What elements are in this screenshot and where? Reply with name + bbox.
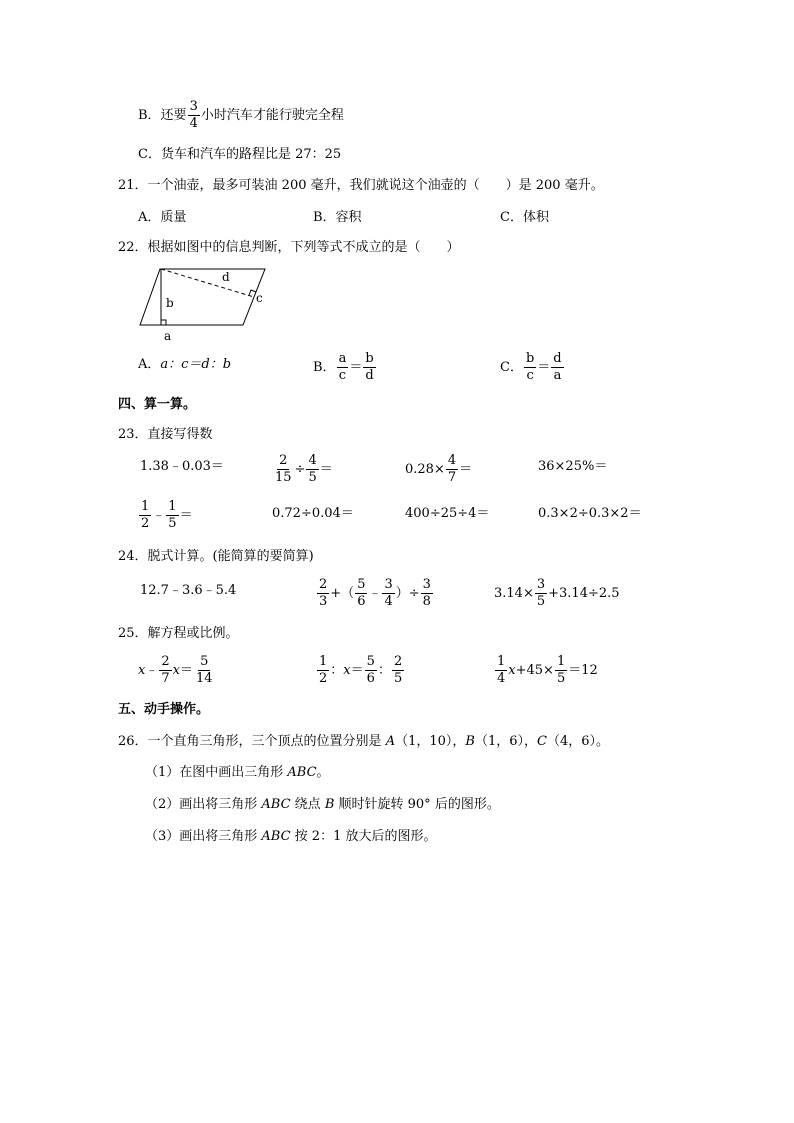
fraction-denominator: 2 [141, 515, 150, 531]
fraction-denominator: 8 [422, 593, 431, 609]
operator: ﹣ [368, 585, 382, 601]
expression-suffix: +3.14÷2.5 [548, 585, 620, 601]
fraction-denominator: c [526, 367, 534, 383]
section-5-heading: 五、动手操作。 [118, 702, 210, 717]
q21-option-c[interactable]: C．体积 [500, 210, 549, 225]
option-a-expression: a：c＝d：b [160, 357, 232, 372]
option-prefix: C． [500, 359, 523, 375]
fraction-denominator: 7 [161, 670, 170, 686]
point-b-coord: （1，6）， [474, 734, 538, 749]
fraction-numerator: d [553, 351, 562, 366]
q25-stem: 25．解方程或比例。 [118, 626, 239, 641]
q22-option-a[interactable] [138, 358, 231, 371]
fraction-numerator: 3 [536, 577, 546, 592]
fraction-denominator: a [553, 367, 562, 383]
subquestion-text: 顺时针旋转 90° 后的图形。 [334, 797, 500, 812]
equals-sign: ＝ [349, 359, 363, 375]
q24-expr-1: 12.7﹣3.6﹣5.4 [140, 583, 237, 598]
fraction-denominator: 6 [357, 593, 366, 609]
operator: ﹣ [145, 662, 159, 678]
q21-stem: 21．一个油壶，最多可装油 200 毫升，我们就说这个油壶的（ ）是 200 毫升。 [118, 178, 604, 193]
fraction-denominator: 4 [384, 593, 393, 609]
fraction-denominator: c [338, 367, 347, 383]
equals-sign: ＝ [350, 662, 364, 678]
q20-option-b-suffix: 小时汽车才能行驶完全程 [200, 107, 344, 123]
fraction-numerator: 2 [393, 654, 403, 669]
fraction [524, 352, 536, 382]
fraction [273, 454, 294, 484]
fraction-denominator: 5 [393, 670, 403, 686]
subquestion-text: 。 [316, 765, 330, 780]
q24-expr-3 [494, 578, 620, 608]
subquestion-text: 按 2：1 放大后的图形。 [290, 829, 437, 844]
section-4-heading: 四、算一算。 [118, 397, 197, 412]
fraction-numerator: 3 [422, 577, 431, 592]
fraction-numerator: b [365, 351, 374, 366]
q23-expr-5 [138, 500, 193, 530]
q26-subquestion-2 [145, 798, 500, 811]
q20-option-b-fraction [188, 100, 200, 130]
fraction [555, 655, 567, 685]
fraction-denominator: 5 [308, 469, 317, 485]
point-a-coord: （1，10）， [395, 734, 466, 749]
fraction-denominator: 2 [319, 670, 328, 686]
fraction [306, 454, 318, 484]
fraction-denominator: 7 [447, 469, 457, 485]
q25-expr-1 [138, 655, 216, 685]
triangle-abc-label: ABC [287, 765, 317, 780]
variable-x: x [508, 662, 516, 678]
operator: +（ [330, 585, 355, 601]
label-b: b [166, 296, 174, 310]
fraction-numerator: 5 [357, 577, 366, 592]
triangle-abc-label: ABC [261, 829, 291, 844]
fraction-numerator: 1 [319, 654, 328, 669]
subquestion-text: （3）画出将三角形 [145, 829, 262, 844]
equals-sign: ＝ [179, 507, 193, 523]
variable-x: x [138, 662, 146, 678]
operator: ÷ [294, 461, 306, 477]
fraction [421, 578, 433, 608]
q20-option-b-prefix: B．还要 [138, 107, 187, 123]
fraction [317, 578, 329, 608]
q22-parallelogram-figure [130, 260, 280, 348]
fraction [392, 655, 404, 685]
q23-expr-1: 1.38﹣0.03＝ [140, 459, 224, 474]
variable-x: x [343, 662, 351, 678]
label-d: d [222, 270, 230, 284]
operator: ﹣ [152, 507, 166, 523]
parallelogram-shape [140, 269, 265, 325]
fraction [317, 655, 329, 685]
q25-expr-2 [316, 655, 405, 685]
variable-x: x [172, 662, 180, 678]
point-c-coord: （4，6）。 [546, 734, 610, 749]
label-a: a [164, 329, 172, 343]
fraction [139, 500, 151, 530]
fraction-numerator: 5 [200, 654, 209, 669]
q23-expr-3 [405, 454, 472, 484]
fraction-numerator: 4 [308, 453, 317, 468]
q26-stem-text: 26．一个直角三角形，三个顶点的位置分别是 [118, 734, 386, 749]
subquestion-text: （2）画出将三角形 [145, 797, 262, 812]
fraction [159, 655, 171, 685]
fraction [446, 454, 458, 484]
fraction [166, 500, 178, 530]
fraction-numerator: 2 [161, 654, 170, 669]
ratio-colon: ： [330, 662, 344, 678]
q23-expr-8: 0.3×2÷0.3×2＝ [538, 506, 642, 521]
fraction-numerator: 3 [189, 99, 198, 114]
q21-option-b[interactable]: B．容积 [313, 210, 362, 225]
fraction [535, 578, 547, 608]
equals-sign: ＝ [459, 461, 473, 477]
fraction [495, 655, 507, 685]
q24-stem: 24．脱式计算。(能简算的要简算) [118, 549, 314, 564]
q23-expr-7: 400÷25÷4＝ [405, 506, 490, 521]
q26-subquestion-3 [145, 830, 437, 843]
fraction-denominator: 4 [497, 670, 506, 686]
height-d-dashed-line [161, 269, 254, 297]
fraction-denominator: 5 [556, 670, 566, 686]
fraction-numerator: 1 [497, 654, 506, 669]
point-b-label: B [465, 734, 475, 749]
equals-sign: ＝ [179, 662, 193, 678]
q22-stem: 22．根据如图中的信息判断，下列等式不成立的是（ ） [118, 240, 460, 255]
q26-subquestion-1 [145, 766, 330, 779]
q20-option-b[interactable] [138, 100, 344, 130]
fraction [337, 352, 349, 382]
q21-option-a[interactable]: A．质量 [138, 210, 187, 225]
q22-option-b[interactable] [313, 352, 377, 382]
point-c-label: C [537, 734, 547, 749]
fraction-numerator: 1 [556, 654, 566, 669]
q20-option-c[interactable]: C．货车和汽车的路程比是 27：25 [138, 147, 342, 162]
equals-sign: ＝ [537, 359, 551, 375]
expression-prefix: 0.28× [405, 461, 445, 477]
q23-expr-2 [272, 454, 333, 484]
option-prefix: A． [138, 357, 161, 372]
fraction [194, 655, 215, 685]
point-a-label: A [385, 734, 396, 749]
q24-expr-2 [316, 578, 434, 608]
fraction-numerator: 2 [319, 577, 328, 592]
fraction [382, 578, 394, 608]
fraction-numerator: 3 [384, 577, 393, 592]
fraction-numerator: 1 [141, 499, 150, 514]
q25-expr-3 [494, 655, 598, 685]
expression-prefix: 3.14× [494, 585, 534, 601]
ratio-colon: ： [377, 662, 391, 678]
fraction-denominator: 3 [319, 593, 328, 609]
q23-expr-4: 36×25%＝ [538, 459, 608, 474]
option-prefix: B． [313, 359, 336, 375]
equals-sign: ＝12 [568, 662, 598, 678]
operator: ）÷ [395, 585, 420, 601]
fraction-numerator: 2 [279, 453, 288, 468]
fraction-numerator: 1 [168, 499, 177, 514]
operator: +45× [515, 662, 554, 678]
fraction-numerator: a [338, 351, 347, 366]
equals-sign: ＝ [319, 461, 333, 477]
point-b-label: B [324, 797, 335, 812]
fraction-denominator: 5 [168, 515, 177, 531]
q26-stem [118, 735, 609, 748]
fraction-numerator: 4 [447, 453, 457, 468]
fraction-denominator: d [365, 367, 374, 383]
fraction [551, 352, 563, 382]
fraction [363, 352, 375, 382]
fraction-numerator: 5 [366, 654, 375, 669]
q22-option-c[interactable] [500, 352, 565, 382]
fraction-numerator: b [525, 351, 535, 366]
subquestion-text: 绕点 [290, 797, 325, 812]
q23-expr-6: 0.72÷0.04＝ [272, 506, 354, 521]
fraction-denominator: 14 [196, 670, 213, 686]
triangle-abc-label: ABC [261, 797, 291, 812]
fraction [365, 655, 377, 685]
fraction-denominator: 6 [366, 670, 375, 686]
subquestion-text: （1）在图中画出三角形 [145, 765, 288, 780]
fraction-denominator: 5 [536, 593, 546, 609]
fraction-denominator: 15 [275, 469, 292, 485]
label-c: c [256, 291, 263, 305]
q23-stem: 23．直接写得数 [118, 427, 213, 442]
fraction-denominator: 4 [189, 115, 198, 131]
fraction [355, 578, 367, 608]
right-angle-mark-bottom [161, 320, 166, 325]
